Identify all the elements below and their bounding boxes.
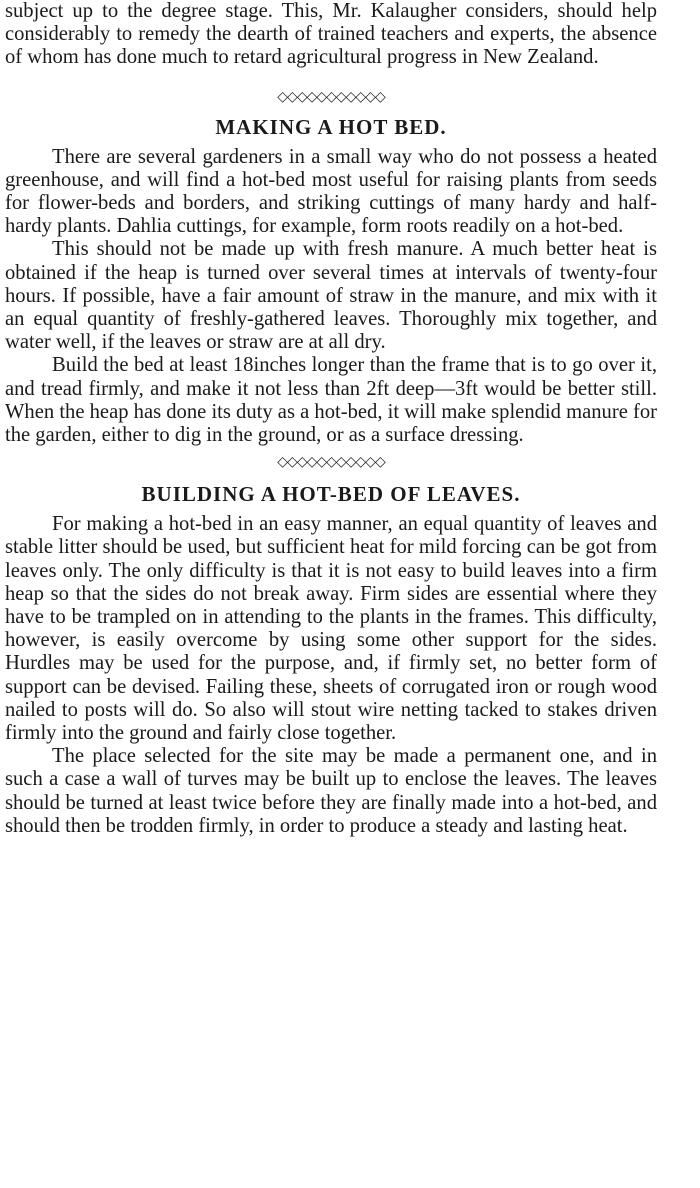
- paragraph: This should not be made up with fresh manure. A much better heat is obtained if the heap is turned over several times at intervals of twenty-four hours. If possible, have a fair amount of straw in the manure, and mix with it an equal quantity of freshly-gathered leaves. Thoroughly mix together, and water well, if the leaves or straw are at all dry.: [5, 238, 657, 354]
- newspaper-column: [5, 0, 657, 838]
- paragraph: There are several gardeners in a small way who do not possess a heated greenhouse, and will find a hot-bed most useful for raising plants from seeds for flower-beds and borders, and striking cuttings of many hardy and half-hardy plants. Dahlia cuttings, for example, form roots readily on a hot-bed.: [5, 145, 657, 238]
- intro-paragraph: subject up to the degree stage. This, Mr. Kalaugher considers, should help considerably to remedy the dearth of trained teachers and experts, the absence of whom has done much to retard agricultural progress in New Zealand.: [5, 0, 657, 69]
- ornament-divider: ◇◇◇◇◇◇◇◇◇◇◇: [277, 455, 385, 471]
- paragraph: Build the bed at least 18inches longer than the frame that is to go over it, and tread firmly, and make it not less than 2ft deep—3ft would be better still. When the heap has done its duty as a hot-bed, it will make splendid manure for the garden, either to dig in the ground, or as a surface dressing.: [5, 354, 657, 447]
- paragraph: The place selected for the site may be made a permanent one, and in such a case a wall of turves may be built up to enclose the leaves. The leaves should be turned at least twice before they are finally made into a hot-bed, and should then be trodden firmly, in order to produce a steady and lasting heat.: [5, 745, 657, 837]
- paragraph: For making a hot-bed in an easy manner, an equal quantity of leaves and stable litter should be used, but sufficient heat for mild forcing can be got from leaves only. The only difficulty is that it is not easy to build leaves into a firm heap so that the sides do not break away. Firm sides are essential where they have to be trampled on in attending to the plants in the frames. This difficulty, however, is easily overcome by using some other support for the sides. Hurdles may be used for the purpose, and, if firmly set, no better form of support can be devised. Failing these, sheets of corrugated iron or rough wood nailed to posts will do. So also will stout wire netting tacked to stakes driven firmly into the ground and fairly close together.: [5, 513, 657, 745]
- section-heading-building-hot-bed-leaves: BUILDING A HOT-BED OF LEAVES.: [141, 482, 521, 507]
- section-heading-making-hot-bed: MAKING A HOT BED.: [215, 114, 447, 139]
- ornament-divider: ◇◇◇◇◇◇◇◇◇◇◇: [277, 89, 385, 105]
